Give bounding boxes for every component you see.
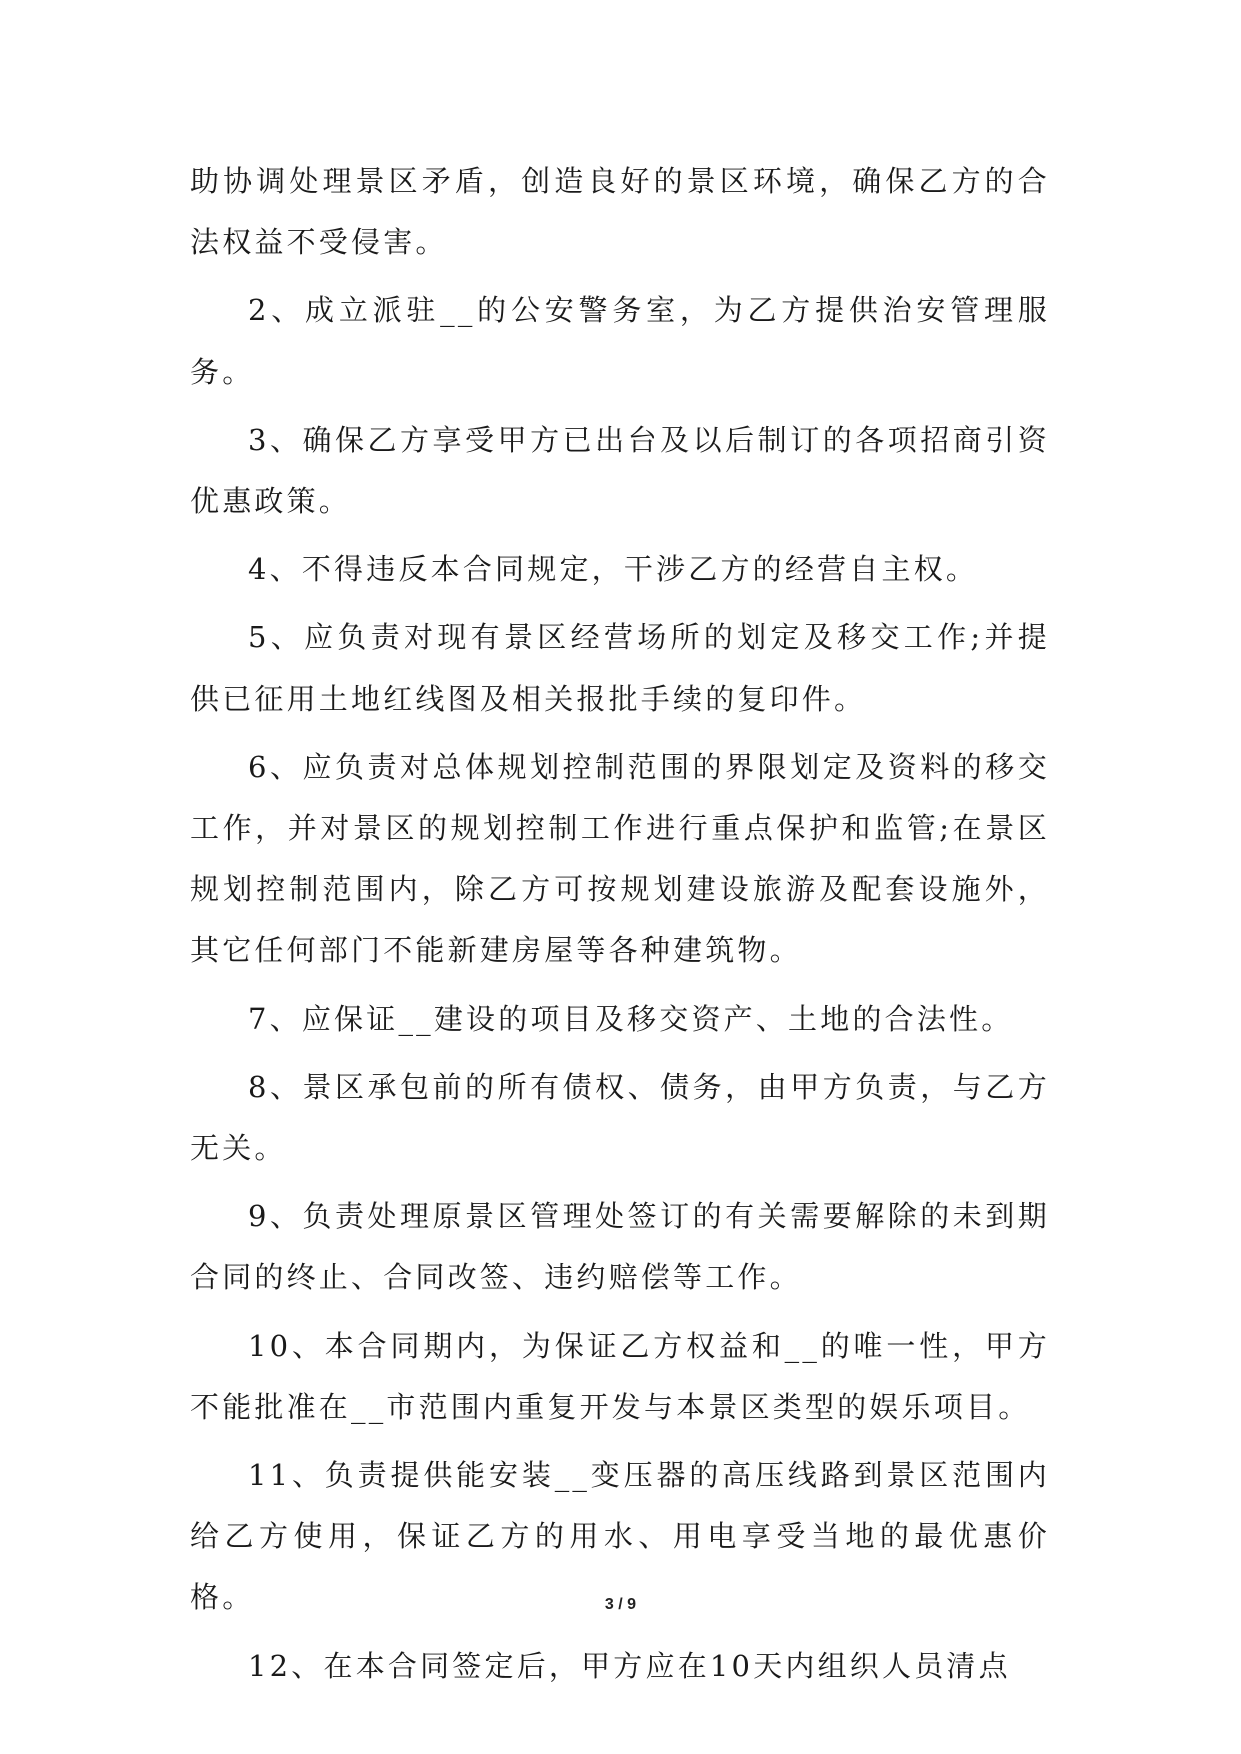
paragraph-clause-4: 4、不得违反本合同规定，干涉乙方的经营自主权。 xyxy=(248,552,979,587)
paragraph-clause-12: 12、在本合同签定后，甲方应在10天内组织人员清点 xyxy=(248,1648,1011,1683)
page-number: 3 / 9 xyxy=(604,1596,637,1613)
paragraph-clause-5: 5、应负责对现有景区经营场所的划定及移交工作;并提供已征用土地红线图及相关报批手续的复印件。 xyxy=(190,620,1050,716)
paragraph-clause-9: 9、负责处理原景区管理处签订的有关需要解除的未到期合同的终止、合同改签、违约赔偿等工作。 xyxy=(190,1199,1050,1295)
paragraph-clause-3: 3、确保乙方享受甲方已出台及以后制订的各项招商引资优惠政策。 xyxy=(190,422,1050,519)
paragraph-clause-6: 6、应负责对总体规划控制范围的界限划定及资料的移交工作，并对景区的规划控制工作进行重点保护和监管;在景区规划控制范围内，除乙方可按规划建设旅游及配套设施外，其它任何部门不能新建房屋等各种建筑物。 xyxy=(190,749,1050,968)
paragraph-clause-2: 2、成立派驻__的公安警务室，为乙方提供治安管理服务。 xyxy=(190,293,1050,389)
paragraph-clause-8: 8、景区承包前的所有债权、债务，由甲方负责，与乙方无关。 xyxy=(190,1069,1050,1166)
paragraph-clause-10: 10、本合同期内，为保证乙方权益和__的唯一性，甲方不能批准在__市范围内重复开发与本景区类型的娱乐项目。 xyxy=(190,1328,1050,1424)
document-body xyxy=(190,151,1050,1704)
paragraph-clause-11: 11、负责提供能安装__变压器的高压线路到景区范围内给乙方使用，保证乙方的用水、用电享受当地的最优惠价格。 xyxy=(190,1458,1050,1615)
paragraph-continuation: 助协调处理景区矛盾，创造良好的景区环境，确保乙方的合法权益不受侵害。 xyxy=(190,164,1050,260)
paragraph-clause-7: 7、应保证__建设的项目及移交资产、土地的合法性。 xyxy=(248,1001,1014,1036)
